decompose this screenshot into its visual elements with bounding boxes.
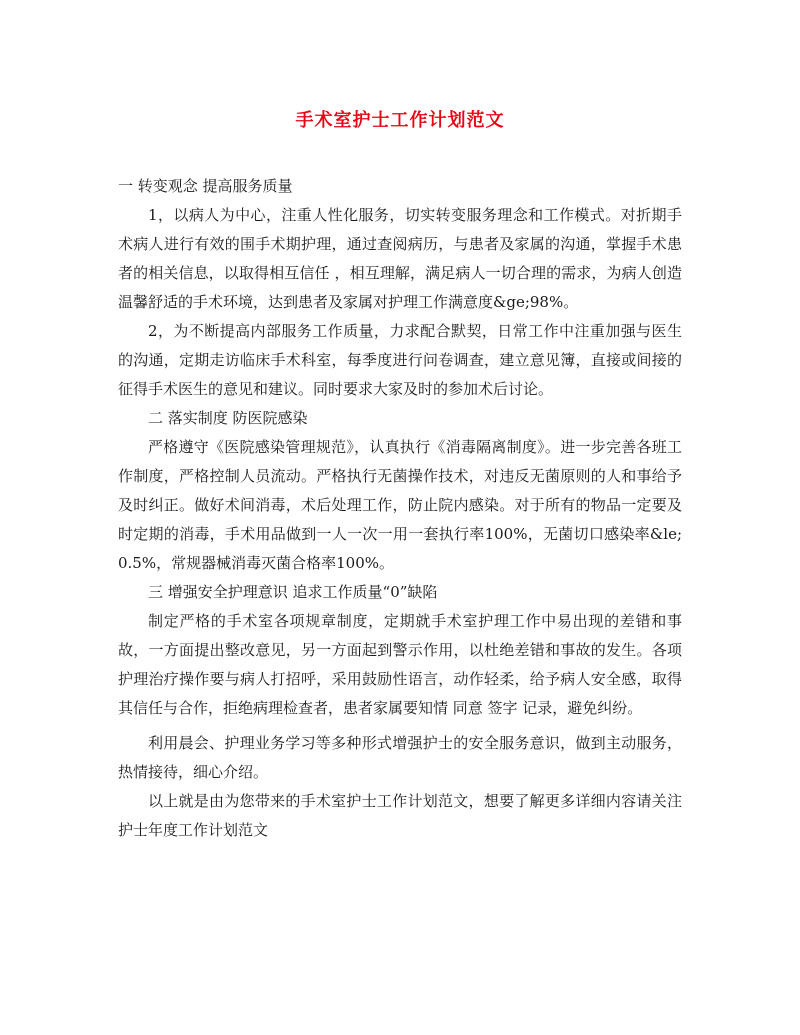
document-title: 手术室护士工作计划范文 bbox=[295, 110, 505, 131]
paragraph-3: 严格遵守《医院感染管理规范》，认真执行《消毒隔离制度》。进一步完善各班工作制度，严格控制人员流动。严格执行无菌操作技术，对违反无菌原则的人和事给予及时纠正。做好术间消毒，术后处理工作，防止院内感染。对于所有的物品一定要及时定期的消毒，手术用品做到一人一次一用一套执行率100%，无菌切口感染率&le;0.5%，常规器械消毒灭菌合格率100%。 bbox=[118, 438, 682, 572]
paragraph-4: 制定严格的手术室各项规章制度，定期就手术室护理工作中易出现的差错和事故，一方面提出整改意见，另一方面起到警示作用，以杜绝差错和事故的发生。各项护理治疗操作要与病人打招呼，采用鼓励性语言，动作轻柔，给予病人安全感，取得其信任与合作，拒绝病理检查者，患者家属要知情 同意 签字 记录，避免纠纷。 bbox=[118, 612, 682, 717]
section-heading-2: 二 落实制度 防医院感染 bbox=[148, 409, 308, 427]
paragraph-5: 利用晨会、护理业务学习等多种形式增强护士的安全服务意识，做到主动服务，热情接待，细心介绍。 bbox=[118, 734, 682, 781]
document-body bbox=[118, 172, 682, 845]
paragraph-6: 以上就是由为您带来的手术室护士工作计划范文，想要了解更多详细内容请关注护士年度工作计划范文 bbox=[118, 792, 682, 839]
section-heading-3: 三 增强安全护理意识 追求工作质量“0”缺陷 bbox=[148, 583, 438, 601]
paragraph-1: 1，以病人为中心，注重人性化服务，切实转变服务理念和工作模式。对折期手术病人进行有效的围手术期护理，通过查阅病历，与患者及家属的沟通，掌握手术患者的相关信息，以取得相互信任 ，相互理解，满足病人一切合理的需求，为病人创造温馨舒适的手术环境，达到患者及家属对护理工作满意度&ge;98%。 bbox=[118, 206, 682, 311]
paragraph-2: 2，为不断提高内部服务工作质量，力求配合默契，日常工作中注重加强与医生的沟通，定期走访临床手术科室，每季度进行问卷调查，建立意见簿，直接或间接的征得手术医生的意见和建议。同时要求大家及时的参加术后讨论。 bbox=[118, 322, 682, 398]
section-heading-1: 一 转变观念 提高服务质量 bbox=[118, 177, 293, 195]
